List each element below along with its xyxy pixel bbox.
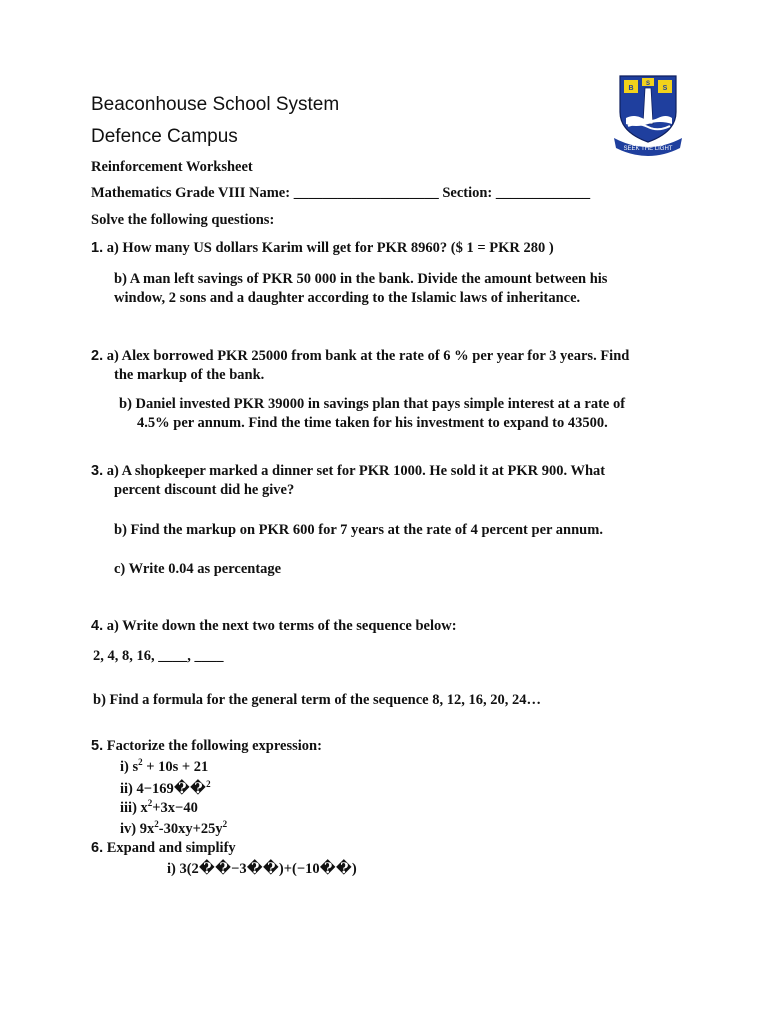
item-text: iii) x: [120, 800, 148, 816]
exponent: 2: [154, 819, 159, 830]
question-2b-line1: b) Daniel invested PKR 39000 in savings plan that pays simple interest at a rate of: [119, 396, 626, 412]
exponent: 2: [138, 757, 143, 768]
item-text: +3x−40: [152, 800, 198, 816]
crest-letter-b: B: [628, 85, 634, 92]
question-number: 5.: [91, 738, 104, 754]
question-number: 3.: [91, 463, 104, 479]
question-text: a) A shopkeeper marked a dinner set for PKR 1000. He sold it at PKR 900. What: [106, 463, 606, 479]
item-text: ii) 4−169��: [120, 781, 207, 797]
school-crest-logo: [612, 72, 684, 156]
question-4b: b) Find a formula for the general term of the sequence 8, 12, 16, 20, 24…: [93, 692, 541, 708]
question-number: 4.: [91, 618, 104, 634]
sequence-line: 2, 4, 8, 16, ____, ____: [93, 648, 224, 664]
question-text: a) Write down the next two terms of the sequence below:: [106, 618, 457, 634]
exponent: 2: [147, 798, 153, 809]
question-text: Expand and simplify: [106, 840, 236, 856]
factorize-item-i: [120, 759, 208, 776]
campus-name: Defence Campus: [91, 126, 238, 147]
exponent: 2: [222, 819, 228, 830]
class-line: Mathematics Grade VIII Name: ____________________ Section: _____________: [91, 185, 591, 201]
question-3c: c) Write 0.04 as percentage: [114, 561, 282, 577]
question-1a: [91, 240, 554, 257]
question-2b-line2: 4.5% per annum. Find the time taken for his investment to expand to 43500.: [137, 415, 608, 431]
question-3a-line2: percent discount did he give?: [114, 482, 295, 498]
instructions: Solve the following questions:: [91, 212, 275, 228]
question-5-prompt: [91, 738, 322, 755]
factorize-item-iv: [120, 821, 227, 838]
question-text: Factorize the following expression:: [106, 738, 322, 754]
question-4a: [91, 618, 457, 635]
item-text: i) s: [120, 759, 139, 775]
item-text: -30xy+25y: [158, 821, 223, 837]
question-text: a) How many US dollars Karim will get for PKR 8960? ($ 1 = PKR 280 ): [106, 240, 554, 256]
lighthouse-icon: [643, 88, 653, 124]
question-1b-line2: window, 2 sons and a daughter according to the Islamic laws of inheritance.: [114, 290, 581, 306]
logo-motto: SEEK THE LIGHT: [623, 146, 673, 152]
question-number: 2.: [91, 348, 104, 364]
question-3a-line1: [91, 463, 605, 480]
crest-letter-s2: S: [662, 85, 668, 92]
question-2a-line2: the markup of the bank.: [114, 367, 265, 383]
factorize-item-ii: [120, 780, 211, 798]
question-2a-line1: [91, 348, 629, 365]
question-3b: b) Find the markup on PKR 600 for 7 years at the rate of 4 percent per annum.: [114, 522, 603, 538]
factorize-item-iii: [120, 800, 198, 817]
question-6-prompt: [91, 840, 236, 857]
question-text: a) Alex borrowed PKR 25000 from bank at the rate of 6 % per year for 3 years. Find: [106, 348, 630, 364]
exponent: 2: [206, 779, 211, 790]
question-1b-line1: b) A man left savings of PKR 50 000 in the bank. Divide the amount between his: [114, 271, 608, 287]
expand-item-i: i) 3(2��−3��)+(−10��): [167, 861, 357, 877]
school-name: Beaconhouse School System: [91, 94, 340, 115]
question-number: 1.: [91, 240, 104, 256]
worksheet-title: Reinforcement Worksheet: [91, 159, 253, 175]
question-number: 6.: [91, 840, 104, 856]
crest-letter-s1: S: [645, 81, 651, 87]
item-text: + 10s + 21: [142, 759, 209, 775]
item-text: iv) 9x: [120, 821, 155, 837]
